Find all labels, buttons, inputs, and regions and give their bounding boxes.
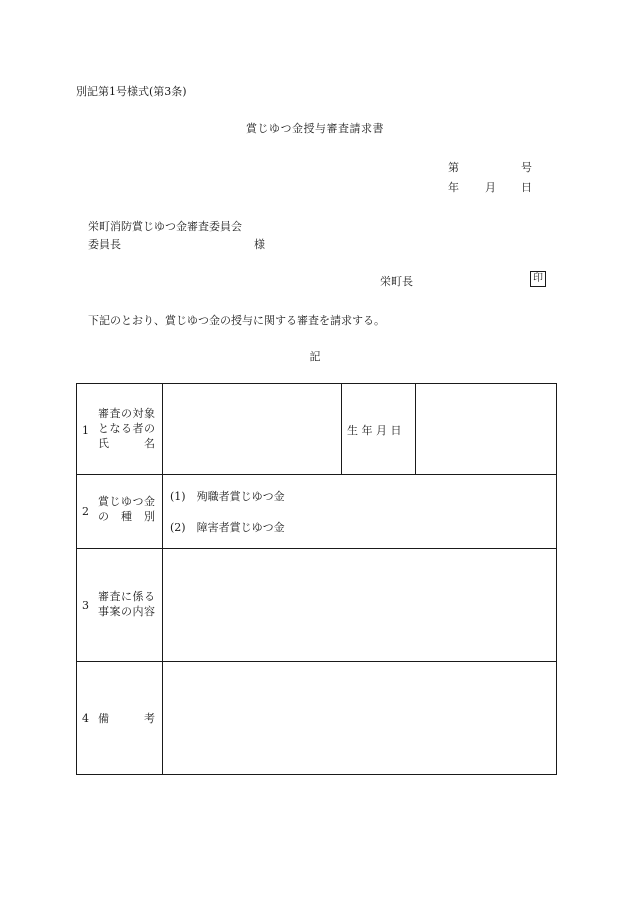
addressee-chairman: 委員長 xyxy=(88,238,121,251)
label-line: 事案の内容 xyxy=(98,604,155,618)
date-month-label: 月 xyxy=(485,181,496,194)
number-prefix: 第 xyxy=(448,161,459,174)
row-number: 1 xyxy=(82,424,89,437)
row-label xyxy=(98,712,155,727)
label-line: の 種 別 xyxy=(98,509,155,523)
birth-date-label: 生 年 月 日 xyxy=(347,424,402,437)
row-label xyxy=(98,590,155,620)
label-line: 備 考 xyxy=(98,712,155,725)
row-label xyxy=(98,495,155,525)
case-details-input-cell[interactable] xyxy=(163,549,556,660)
birth-date-input-cell[interactable] xyxy=(416,385,556,473)
row-number: 2 xyxy=(82,505,89,518)
label-line: 氏 名 xyxy=(98,436,155,450)
award-type-option-2[interactable]: (2) 障害者賞じゆつ金 xyxy=(170,521,285,534)
addressee-committee: 栄町消防賞じゆつ金審査委員会 xyxy=(88,220,242,233)
request-form-table xyxy=(76,383,557,775)
number-suffix: 号 xyxy=(521,161,532,174)
award-type-option-1[interactable]: (1) 殉職者賞じゆつ金 xyxy=(170,490,285,503)
label-line: 審査の対象 xyxy=(98,407,155,420)
row-divider xyxy=(77,474,556,475)
sender-mayor: 栄町長 xyxy=(380,275,413,288)
birth-column-divider xyxy=(341,384,342,474)
request-statement: 下記のとおり、賞じゆつ金の授与に関する審査を請求する。 xyxy=(88,314,385,327)
label-line: 賞じゆつ金 xyxy=(98,495,155,508)
row-number: 4 xyxy=(82,712,89,725)
name-input-cell[interactable] xyxy=(163,385,340,473)
row-number: 3 xyxy=(82,599,89,612)
form-label: 別記第1号様式(第3条) xyxy=(76,85,187,98)
row-label xyxy=(98,407,155,452)
ki-heading: 記 xyxy=(309,350,321,363)
date-day-label: 日 xyxy=(521,181,532,194)
remarks-input-cell[interactable] xyxy=(163,662,556,774)
addressee-honorific: 様 xyxy=(254,238,265,251)
document-title: 賞じゆつ金授与審査請求書 xyxy=(246,122,384,135)
label-line: 審査に係る xyxy=(98,590,155,603)
seal-stamp: 印 xyxy=(530,271,546,287)
label-line: となる者の xyxy=(98,421,155,435)
date-year-label: 年 xyxy=(448,181,459,194)
